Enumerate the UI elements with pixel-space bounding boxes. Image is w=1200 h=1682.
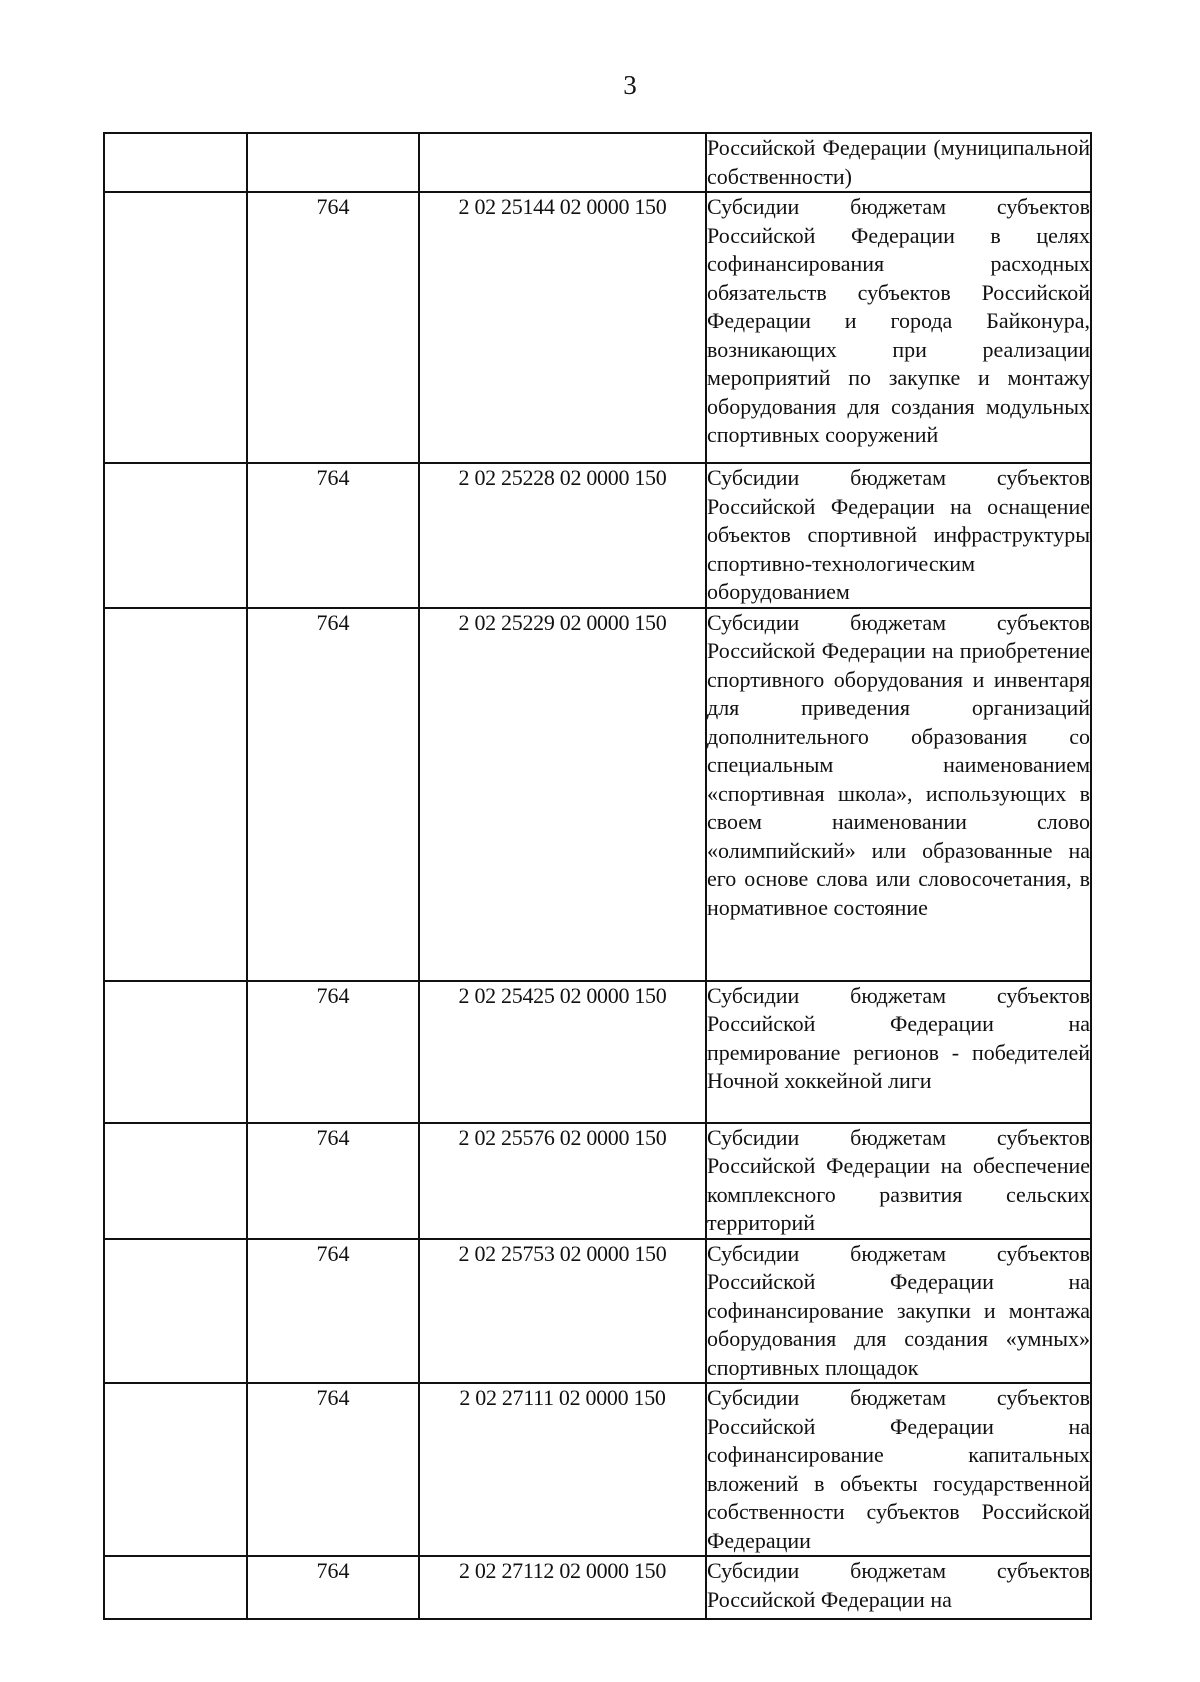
empty-cell (104, 1556, 247, 1619)
description-text: Субсидии бюджетам субъектов Российской Федерации на софинансирование капитальных вложений в объекты государственной собственности субъектов Российской Федерации (707, 1385, 1090, 1553)
empty-cell (104, 1239, 247, 1384)
budget-code-cell: 2 02 25753 02 0000 150 (419, 1239, 706, 1384)
admin-code-cell: 764 (247, 463, 419, 608)
table-row (104, 608, 1091, 981)
admin-code-cell: 764 (247, 981, 419, 1123)
table-row (104, 1239, 1091, 1384)
empty-cell (104, 192, 247, 463)
admin-code-cell: 764 (247, 1123, 419, 1239)
budget-classification-table (103, 132, 1092, 1620)
empty-cell (104, 463, 247, 608)
description-cell (706, 192, 1091, 463)
page-number: 3 (623, 70, 637, 100)
description-text: Субсидии бюджетам субъектов Российской Федерации на (707, 1558, 1090, 1612)
description-cell (706, 133, 1091, 192)
budget-code-cell: 2 02 27112 02 0000 150 (419, 1556, 706, 1619)
empty-cell (104, 1123, 247, 1239)
table-row (104, 192, 1091, 463)
description-text: Субсидии бюджетам субъектов Российской Федерации на приобретение спортивного оборудования и инвентаря для приведения организаций дополнительного образования со специальным наименованием «спортивная школа», использующих в своем наименовании слово «олимпийский» или образованные на его основе слова или словосочетания, в нормативное состояние (707, 609, 1090, 920)
description-text: Субсидии бюджетам субъектов Российской Федерации на обеспечение комплексного развития сельских территорий (707, 1124, 1090, 1235)
admin-code-cell: 764 (247, 192, 419, 463)
table-row (104, 133, 1091, 192)
description-cell (706, 463, 1091, 608)
admin-code-cell (247, 133, 419, 192)
description-cell (706, 981, 1091, 1123)
table-row (104, 1556, 1091, 1619)
description-cell (706, 608, 1091, 981)
table-row (104, 463, 1091, 608)
description-text: Субсидии бюджетам субъектов Российской Федерации в целях софинансирования расходных обязательств субъектов Российской Федерации и города Байконура, возникающих при реализации мероприятий по закупке и монтажу оборудования для создания модульных спортивных сооружений (707, 194, 1090, 447)
empty-cell (104, 608, 247, 981)
budget-code-cell: 2 02 27111 02 0000 150 (419, 1383, 706, 1556)
empty-cell (104, 133, 247, 192)
budget-code-cell: 2 02 25576 02 0000 150 (419, 1123, 706, 1239)
budget-code-cell (419, 133, 706, 192)
table-row (104, 1383, 1091, 1556)
description-cell (706, 1383, 1091, 1556)
table-row (104, 981, 1091, 1123)
description-text: Субсидии бюджетам субъектов Российской Федерации на оснащение объектов спортивной инфраструктуры спортивно-технологическим оборудованием (707, 465, 1090, 604)
description-text: Субсидии бюджетам субъектов Российской Федерации на софинансирование закупки и монтажа оборудования для создания «умных» спортивных площадок (707, 1240, 1090, 1380)
table-row (104, 1123, 1091, 1239)
description-text: Субсидии бюджетам субъектов Российской Федерации на премирование регионов - победителей Ночной хоккейной лиги (707, 982, 1090, 1093)
description-text: Российской Федерации (муниципальной собственности) (707, 135, 1090, 189)
budget-code-cell: 2 02 25229 02 0000 150 (419, 608, 706, 981)
empty-cell (104, 981, 247, 1123)
description-cell (706, 1239, 1091, 1384)
budget-code-cell: 2 02 25144 02 0000 150 (419, 192, 706, 463)
admin-code-cell: 764 (247, 1383, 419, 1556)
description-cell (706, 1123, 1091, 1239)
admin-code-cell: 764 (247, 1239, 419, 1384)
admin-code-cell: 764 (247, 1556, 419, 1619)
budget-code-cell: 2 02 25425 02 0000 150 (419, 981, 706, 1123)
empty-cell (104, 1383, 247, 1556)
admin-code-cell: 764 (247, 608, 419, 981)
description-cell (706, 1556, 1091, 1619)
budget-code-cell: 2 02 25228 02 0000 150 (419, 463, 706, 608)
